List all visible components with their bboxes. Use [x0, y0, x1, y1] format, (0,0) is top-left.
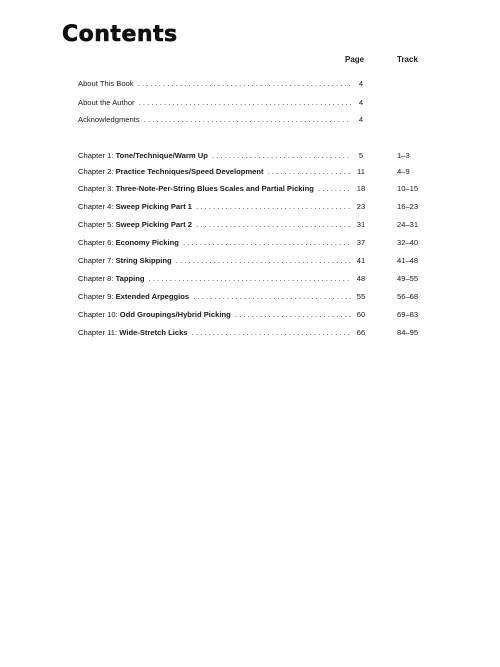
toc-entry: [78, 150, 360, 162]
toc-entry: [78, 237, 360, 249]
chapter-prefix: Chapter 2:: [78, 167, 116, 176]
chapter-title: Wide-Stretch Licks: [119, 328, 188, 337]
track-range: 56–68: [397, 292, 419, 301]
chapter-prefix: Chapter 6:: [78, 238, 116, 247]
chapter-title: Three-Note-Per-String Blues Scales and Partial Picking: [115, 184, 314, 193]
toc-entry: [78, 255, 360, 267]
chapter-title: Extended Arpeggios: [115, 292, 190, 301]
page-number: 5: [351, 150, 371, 162]
chapter-title: Sweep Picking Part 2: [115, 220, 192, 229]
chapter-prefix: Chapter 3:: [78, 184, 116, 193]
toc-entry: [78, 78, 360, 90]
toc-entry: [78, 309, 360, 321]
toc-entry: [78, 97, 360, 109]
page-number: 4: [351, 78, 371, 90]
page-number: 66: [351, 327, 371, 339]
chapter-prefix: Chapter 1:: [78, 151, 116, 160]
page-column-header: Page: [345, 55, 365, 64]
chapter-title: Economy Picking: [115, 238, 179, 247]
chapter-prefix: Chapter 7:: [78, 256, 116, 265]
track-range: 16–23: [397, 202, 419, 211]
track-range: 49–55: [397, 274, 419, 283]
entry-label: Acknowledgments: [78, 115, 140, 124]
track-range: 4–9: [397, 167, 410, 176]
chapter-prefix: Chapter 11:: [78, 328, 120, 337]
entry-label: About This Book: [78, 79, 134, 88]
track-range: 32–40: [397, 238, 419, 247]
page-number: 55: [351, 291, 371, 303]
toc-entry: [78, 327, 360, 339]
toc-entry: [78, 273, 360, 285]
entry-label: About the Author: [78, 98, 135, 107]
chapter-title: Odd Groupings/Hybrid Picking: [119, 310, 231, 319]
page-number: 4: [351, 97, 371, 109]
chapter-prefix: Chapter 5:: [78, 220, 116, 229]
track-range: 41–48: [397, 256, 419, 265]
page-number: 18: [351, 183, 371, 195]
toc-entry: [78, 166, 360, 178]
track-range: 84–95: [397, 328, 419, 337]
toc-entry: [78, 114, 360, 126]
toc-entry: [78, 291, 360, 303]
chapter-title: Tapping: [115, 274, 145, 283]
page-number: 11: [351, 166, 371, 178]
page-number: 31: [351, 219, 371, 231]
page-number: 60: [351, 309, 371, 321]
toc-entry: [78, 201, 360, 213]
page-number: 37: [351, 237, 371, 249]
page-number: 23: [351, 201, 371, 213]
page-number: 41: [351, 255, 371, 267]
chapter-prefix: Chapter 8:: [78, 274, 116, 283]
page-title: Contents: [62, 22, 178, 47]
page-number: 48: [351, 273, 371, 285]
track-range: 69–83: [397, 310, 419, 319]
chapter-title: Sweep Picking Part 1: [115, 202, 192, 211]
toc-entry: [78, 183, 360, 195]
chapter-title: Practice Techniques/Speed Development: [115, 167, 264, 176]
chapter-title: String Skipping: [115, 256, 172, 265]
chapter-prefix: Chapter 4:: [78, 202, 116, 211]
chapter-prefix: Chapter 10:: [78, 310, 120, 319]
chapter-title: Tone/Technique/Warm Up: [115, 151, 208, 160]
track-range: 24–31: [397, 220, 419, 229]
page-number: 4: [351, 114, 371, 126]
toc-entry: [78, 219, 360, 231]
track-range: 1–3: [397, 151, 410, 160]
track-column-header: Track: [397, 55, 418, 64]
chapter-prefix: Chapter 9:: [78, 292, 116, 301]
track-range: 10–15: [397, 184, 419, 193]
